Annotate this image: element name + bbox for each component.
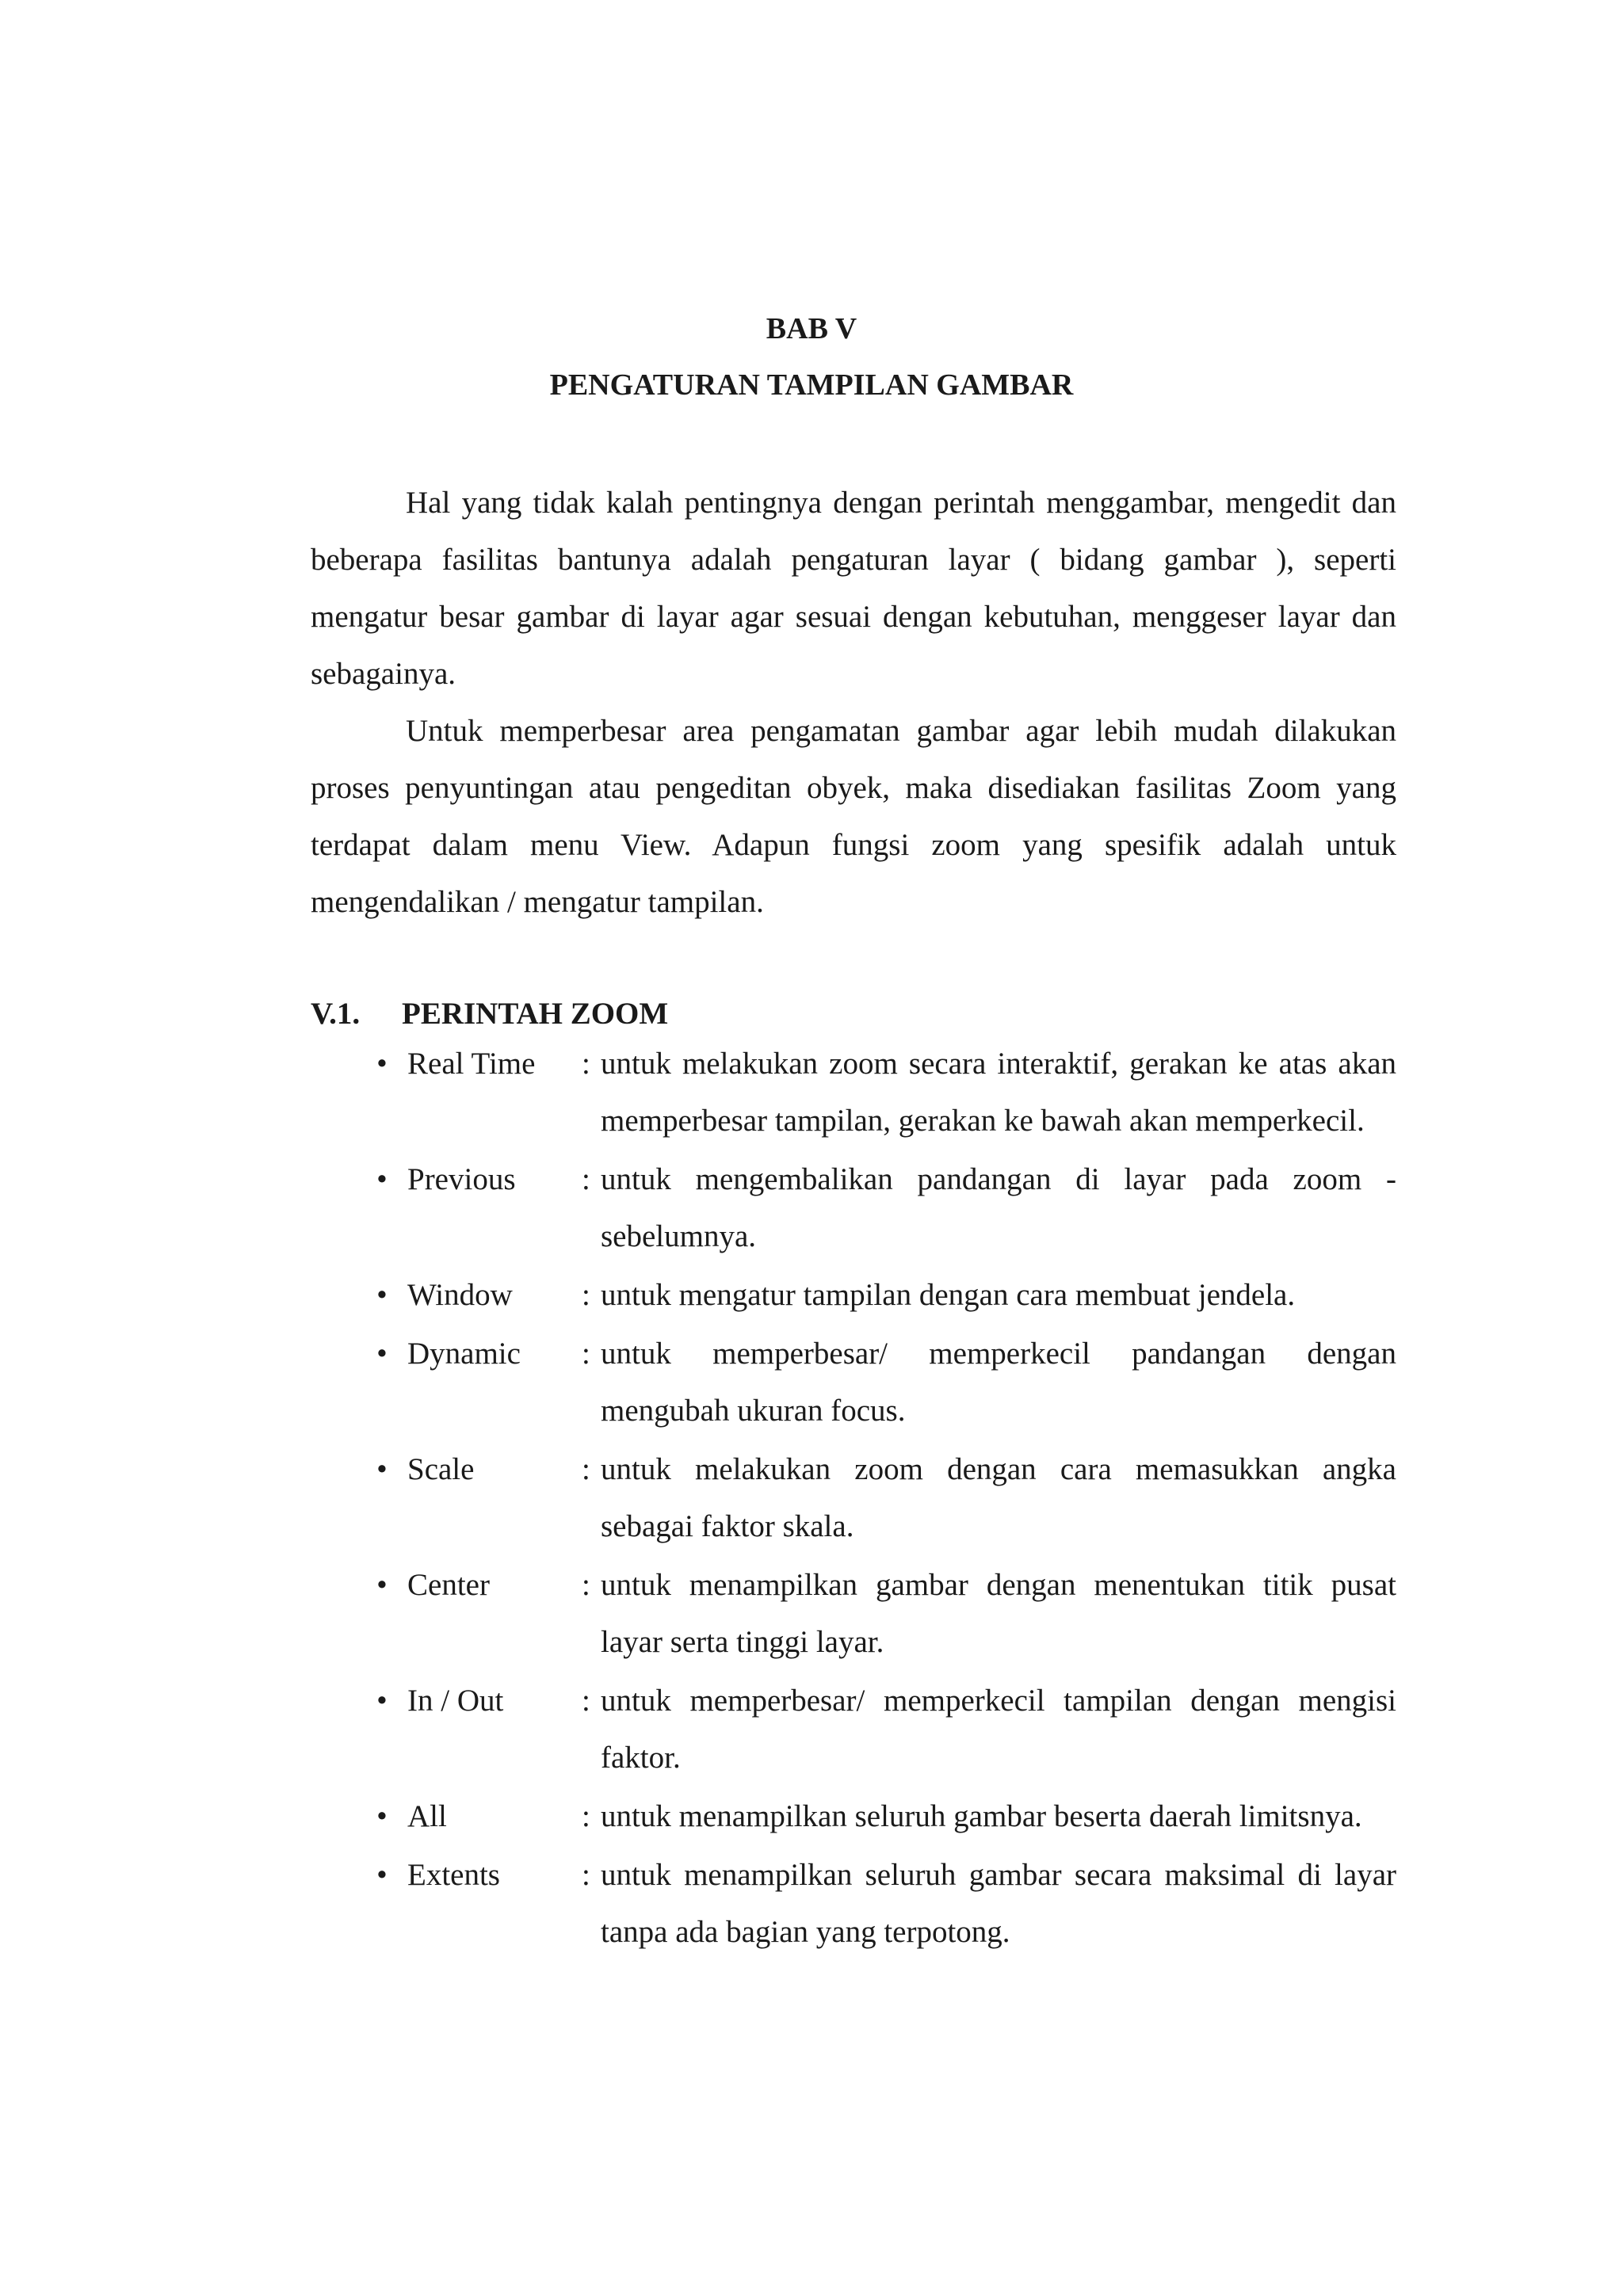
zoom-term: In / Out <box>407 1684 504 1718</box>
zoom-command-list <box>311 1035 1396 1962</box>
term-separator: : <box>582 1337 590 1371</box>
paragraph-text: Untuk memperbesar area pengamatan gambar agar lebih mudah dilakukan proses penyuntingan atau pengeditan obyek, maka disediakan fasilitas Zoom yang terdapat dalam menu View. Adapun fungsi zoom yang spesifik adalah untuk mengendalikan / mengatur tampilan. <box>311 714 1396 919</box>
section-heading <box>311 986 668 1043</box>
list-item <box>311 1441 1396 1555</box>
section-title: PERINTAH ZOOM <box>402 997 669 1031</box>
list-item <box>311 1788 1396 1845</box>
bullet-icon: • <box>376 1337 388 1371</box>
zoom-description: untuk mengatur tampilan dengan cara membuat jendela. <box>601 1278 1296 1312</box>
zoom-term: All <box>407 1799 447 1833</box>
list-item <box>311 1035 1396 1150</box>
term-separator: : <box>582 1162 590 1196</box>
section-number: V.1. <box>311 997 361 1031</box>
zoom-description: untuk memperbesar/ memperkecil pandangan dengan mengubah ukuran focus. <box>601 1337 1396 1428</box>
zoom-term: Center <box>407 1568 490 1602</box>
chapter-title: PENGATURAN TAMPILAN GAMBAR <box>549 368 1074 402</box>
term-separator: : <box>582 1858 590 1892</box>
term-separator: : <box>582 1568 590 1602</box>
bullet-icon: • <box>376 1047 388 1081</box>
term-separator: : <box>582 1452 590 1486</box>
zoom-description: untuk mengembalikan pandangan di layar pada zoom - sebelumnya. <box>601 1162 1396 1253</box>
bullet-icon: • <box>376 1858 388 1892</box>
list-item <box>311 1672 1396 1787</box>
zoom-description: untuk melakukan zoom secara interaktif, gerakan ke atas akan memperbesar tampilan, gerakan ke bawah akan memperkecil. <box>601 1047 1396 1138</box>
term-separator: : <box>582 1278 590 1312</box>
list-item <box>311 1325 1396 1440</box>
list-item <box>311 1557 1396 1671</box>
term-separator: : <box>582 1799 590 1833</box>
paragraph-text: Hal yang tidak kalah pentingnya dengan perintah menggambar, mengedit dan beberapa fasilitas bantunya adalah pengaturan layar ( bidang gambar ), seperti mengatur besar gambar di layar agar sesuai dengan kebutuhan, menggeser layar dan sebagainya. <box>311 486 1396 691</box>
zoom-term: Scale <box>407 1452 475 1486</box>
term-separator: : <box>582 1047 590 1081</box>
chapter-number: BAB V <box>766 312 857 345</box>
zoom-description: untuk menampilkan seluruh gambar secara maksimal di layar tanpa ada bagian yang terpotong. <box>601 1858 1396 1949</box>
list-item <box>311 1847 1396 1961</box>
bullet-icon: • <box>376 1568 388 1602</box>
zoom-description: untuk melakukan zoom dengan cara memasukkan angka sebagai faktor skala. <box>601 1452 1396 1543</box>
zoom-term: Extents <box>407 1858 500 1892</box>
list-item <box>311 1267 1396 1324</box>
intro-paragraph-1 <box>311 475 1396 703</box>
bullet-icon: • <box>376 1684 388 1718</box>
term-separator: : <box>582 1684 590 1718</box>
zoom-term: Dynamic <box>407 1337 521 1371</box>
zoom-term: Previous <box>407 1162 516 1196</box>
zoom-term: Real Time <box>407 1047 536 1081</box>
intro-paragraph-2 <box>311 703 1396 931</box>
bullet-icon: • <box>376 1162 388 1196</box>
zoom-description: untuk menampilkan gambar dengan menentukan titik pusat layar serta tinggi layar. <box>601 1568 1396 1659</box>
bullet-icon: • <box>376 1278 388 1312</box>
zoom-description: untuk menampilkan seluruh gambar beserta daerah limitsnya. <box>601 1799 1362 1833</box>
zoom-term: Window <box>407 1278 513 1312</box>
bullet-icon: • <box>376 1799 388 1833</box>
list-item <box>311 1151 1396 1265</box>
bullet-icon: • <box>376 1452 388 1486</box>
zoom-description: untuk memperbesar/ memperkecil tampilan dengan mengisi faktor. <box>601 1684 1396 1775</box>
